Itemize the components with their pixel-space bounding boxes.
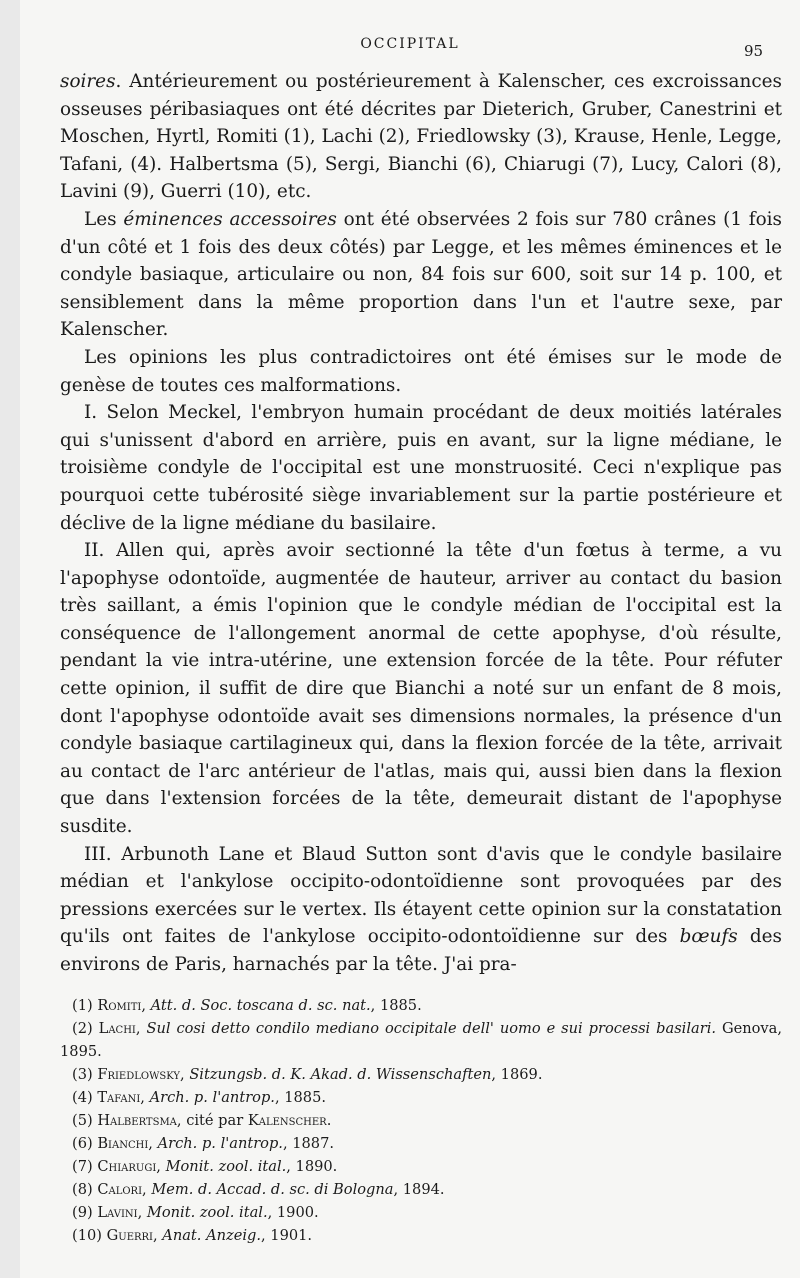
running-head: OCCIPITAL — [360, 36, 460, 52]
footnote-tail: , 1900. — [267, 1204, 319, 1221]
footnote-separator: , — [148, 1135, 158, 1152]
footnote-tail: , 1890. — [286, 1158, 338, 1175]
footnote-reference: Att. d. Soc. toscana d. sc. nat. — [150, 997, 371, 1014]
footnote-number: (4) — [72, 1089, 93, 1106]
footnote-tail: , 1869. — [491, 1066, 543, 1083]
footnote — [60, 994, 782, 1017]
footnote — [60, 1017, 782, 1063]
footnote-reference: Mem. d. Accad. d. sc. di Bologna — [151, 1181, 394, 1198]
footnote-tail: cité par — [186, 1112, 248, 1129]
footnote-number: (9) — [72, 1204, 93, 1221]
footnote-reference: Anat. Anzeig. — [162, 1227, 261, 1244]
footnote-number: (5) — [72, 1112, 93, 1129]
page-number: 95 — [744, 42, 764, 60]
footnote-author: Friedlowsky — [97, 1066, 181, 1083]
italic-text: soires — [60, 71, 116, 92]
footnote-author: Tafani — [97, 1089, 141, 1106]
footnote — [60, 1201, 782, 1224]
paragraph-text: des environs de Paris, harnachés par la tête. J'ai pra- — [60, 926, 782, 975]
footnote-separator: , — [176, 1112, 187, 1129]
footnote-reference: Monit. zool. ital. — [165, 1158, 287, 1175]
footnote-separator: , — [156, 1158, 166, 1175]
footnote-author: Romiti — [97, 997, 142, 1014]
paragraph-text: . Antérieurement ou postérieurement à Kalenscher, ces excroissances osseuses péribasiaques ont été décrites par Dieterich, Gruber, Canestrini et Moschen, Hyrtl, Romiti (1), Lachi (2), Friedlowsky (3), Krause, Henle, Legge, Tafani, (4). Halbertsma (5), Sergi, Bianchi (6), Chiarugi (7), Lucy, Calori (8), Lavini (9), Guerri (10), etc. — [60, 71, 782, 203]
footnote — [60, 1109, 782, 1132]
footnote-tail: , 1885. — [274, 1089, 326, 1106]
paragraph-accessory-eminences — [60, 206, 782, 344]
paragraph-lane-sutton — [60, 841, 782, 979]
paragraph-opinions: Les opinions les plus contradictoires ont été émises sur le mode de genèse de toutes ces malformations. — [60, 346, 782, 396]
footnote-number: (7) — [72, 1158, 93, 1175]
footnote-reference: Sul cosi detto condilo mediano occipitale dell' uomo e sui processi basilari. — [146, 1020, 717, 1037]
footnote-author: Kalenscher. — [247, 1112, 332, 1129]
italic-text: bœufs — [679, 926, 738, 948]
paragraph-allen: II. Allen qui, après avoir sectionné la tête d'un fœtus à terme, a vu l'apophyse odontoïde, augmentée de hauteur, arriver au contact du basion très saillant, a émis l'opinion que le condyle médian de l'occipital est la conséquence de l'allongement anormal de cette apophyse, d'où résulte, pendant la vie intra-utérine, une extension forcée de la tête. Pour réfuter cette opinion, il suffit de dire que Bianchi a noté sur un enfant de 8 mois, dont l'apophyse odontoïde avait ses dimensions normales, la présence d'un condyle basiaque cartilagineux qui, dans la flexion forcée de la tête, arrivait au contact de l'arc antérieur de l'atlas, mais qui, aussi bien dans la flexion que dans l'extension forcées de la tête, demeurait distant de l'apophyse susdite. — [60, 540, 782, 838]
footnote-reference: Arch. p. l'antrop. — [149, 1089, 275, 1106]
footnote-tail: Genova, 1895. — [60, 1020, 783, 1060]
footnote-author: Lachi — [98, 1020, 136, 1037]
footnote-separator: , — [135, 1020, 147, 1037]
footnote-number: (6) — [72, 1135, 93, 1152]
footnote — [60, 1086, 782, 1109]
footnote — [60, 1155, 782, 1178]
footnote-number: (2) — [72, 1020, 93, 1037]
footnote-author: Guerri — [106, 1227, 154, 1244]
footnote — [60, 1063, 782, 1086]
footnote-author: Lavini — [97, 1204, 138, 1221]
footnote-reference: Sitzungsb. d. K. Akad. d. Wissenschaften — [189, 1066, 492, 1083]
footnote-separator: , — [180, 1066, 190, 1083]
footnote-number: (10) — [72, 1227, 102, 1244]
footnote-separator: , — [140, 1089, 150, 1106]
footnote-author: Bianchi — [97, 1135, 149, 1152]
footnote — [60, 1132, 782, 1155]
footnote-tail: , 1885. — [370, 997, 422, 1014]
footnote-number: (3) — [72, 1066, 93, 1083]
footnote-number: (8) — [72, 1181, 93, 1198]
footnote-tail: , 1894. — [393, 1181, 445, 1198]
footnote-author: Halbertsma — [97, 1112, 177, 1129]
footnote-separator: , — [141, 997, 151, 1014]
footnote — [60, 1224, 782, 1247]
footnote-tail: , 1887. — [282, 1135, 335, 1152]
page-header — [20, 36, 800, 60]
footnote-tail: , 1901. — [261, 1227, 313, 1244]
footnotes — [60, 994, 782, 1247]
footnote-number: (1) — [72, 997, 93, 1014]
paragraph-text: Les — [84, 208, 124, 230]
book-page — [20, 0, 800, 1278]
footnote-separator: , — [137, 1204, 147, 1221]
footnote — [60, 1178, 782, 1201]
italic-text: éminences accessoires — [123, 208, 337, 230]
footnote-author: Chiarugi — [97, 1158, 157, 1175]
footnote-separator: , — [153, 1227, 163, 1244]
footnote-reference: Monit. zool. ital. — [146, 1204, 268, 1221]
footnote-author: Calori — [97, 1181, 143, 1198]
body-text — [60, 68, 782, 979]
footnote-reference: Arch. p. l'antrop. — [157, 1135, 283, 1152]
paragraph-text: III. Arbunoth Lane et Blaud Sutton sont d'avis que le condyle basilaire médian et l'ankylose occipito-odontoïdienne sont provoquées par des pressions exercées sur le vertex. Ils étayent cette opinion sur la constatation qu'ils ont faites de l'ankylose occipito-odontoïdienne sur des — [60, 843, 782, 948]
paragraph-continuation — [60, 68, 782, 206]
paragraph-meckel: I. Selon Meckel, l'embryon humain procédant de deux moitiés latérales qui s'unissent d'abord en arrière, puis en avant, sur la ligne médiane, le troisième condyle de l'occipital est une monstruosité. Ceci n'explique pas pourquoi cette tubérosité siège invariablement sur la partie postérieure et déclive de la ligne médiane du basilaire. — [60, 402, 782, 534]
footnote-separator: , — [142, 1181, 152, 1198]
paragraph-text: ont été observées 2 fois sur 780 crânes (1 fois d'un côté et 1 fois des deux côtés) par Legge, et les mêmes éminences et le condyle basiaque, articulaire ou non, 84 fois sur 600, soit sur 14 p. 100, et sensiblement dans la même proportion dans l'un et l'autre sexe, par Kalenscher. — [60, 208, 782, 341]
